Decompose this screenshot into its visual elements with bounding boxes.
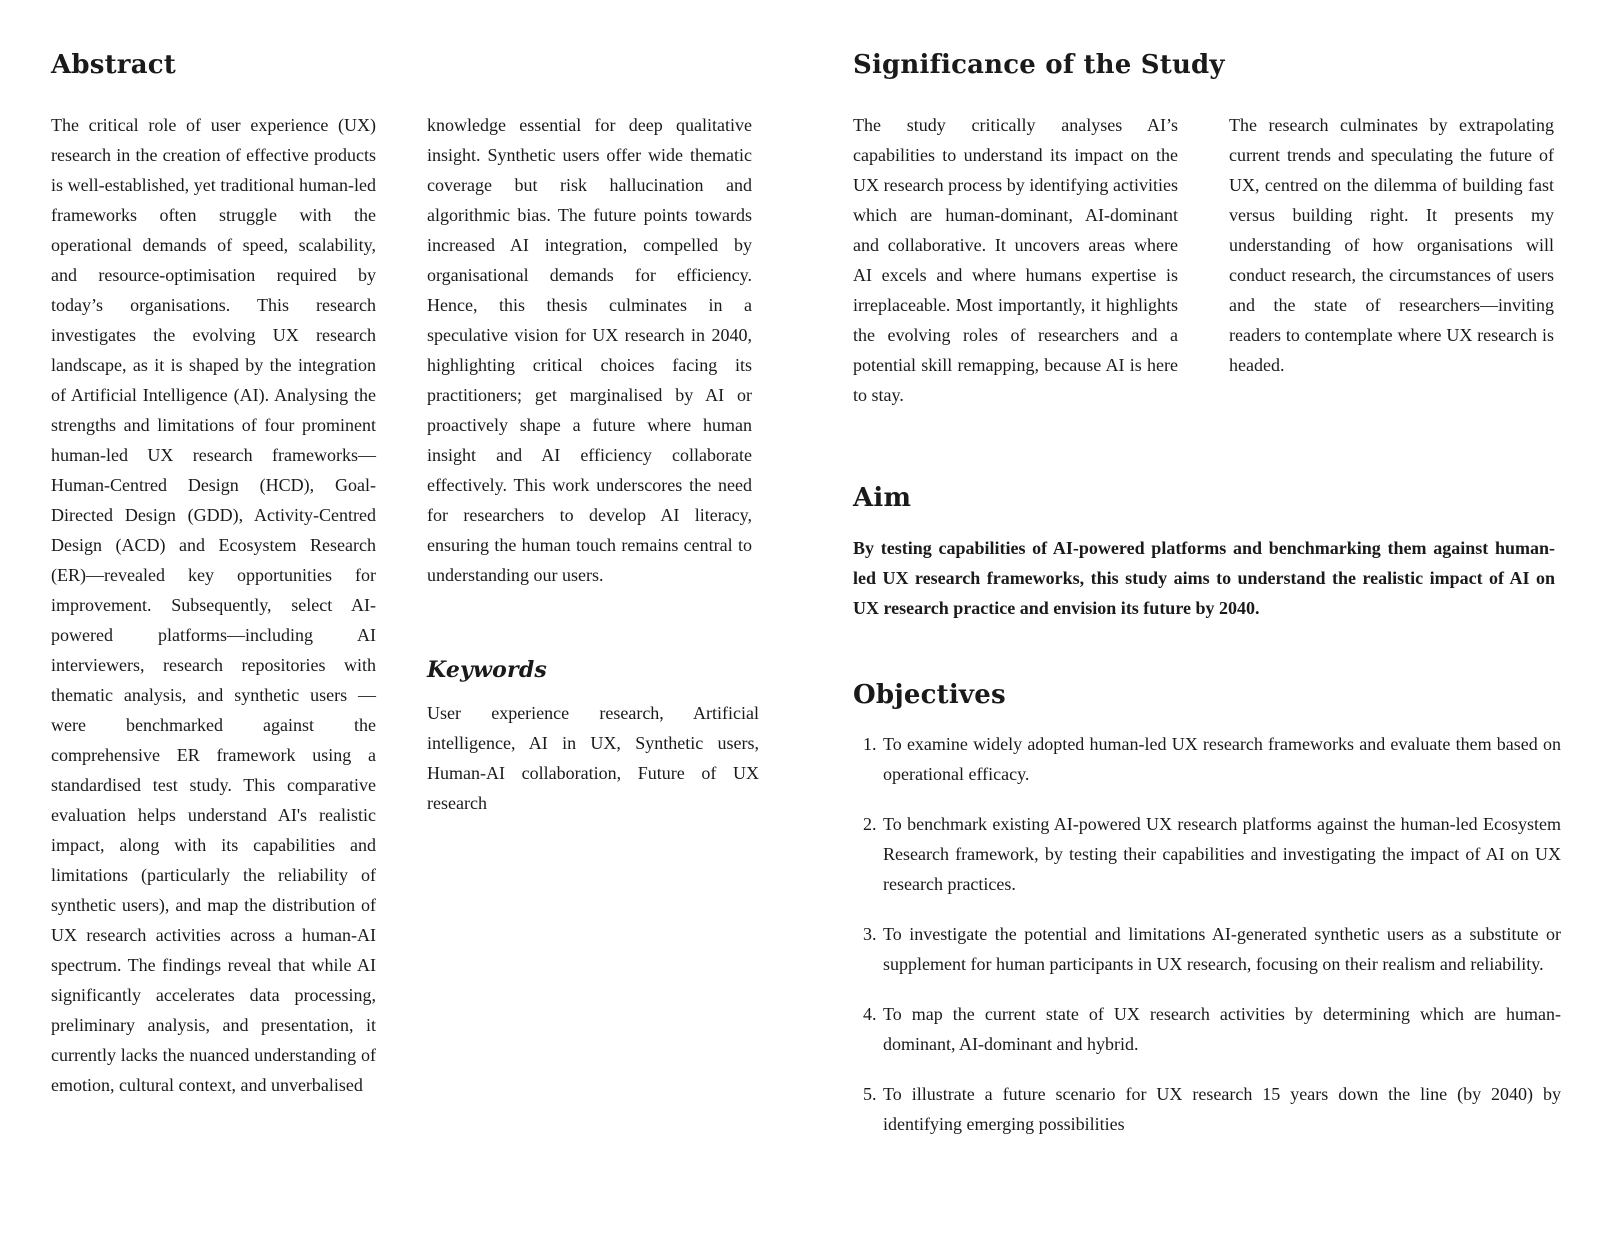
abstract-heading: Abstract [51,50,176,80]
objective-item: 1. To examine widely adopted human-led UX research frameworks and evaluate them based on operational efficacy. [881,729,1561,789]
significance-column-2: The research culminates by extrapolating current trends and speculating the future of UX, centred on the dilemma of building fast versus building right. It presents my understanding of how organisations will conduct research, the circumstances of users and the state of researchers—inviting readers to contemplate where UX research is headed. [1229,115,1554,375]
keywords-text: User experience research, Artificial intelligence, AI in UX, Synthetic users, Human-AI collaboration, Future of UX research [427,703,759,813]
objectives-heading: Objectives [853,680,1006,710]
keywords-heading: Keywords [427,657,547,683]
aim-heading: Aim [853,483,912,513]
abstract-column-2: knowledge essential for deep qualitative insight. Synthetic users offer wide thematic coverage but risk hallucination and algorithmic bias. The future points towards increased AI integration, compelled by organisational demands for efficiency. Hence, this thesis culminates in a speculative vision for UX research in 2040, highlighting critical choices facing its practitioners; get marginalised by AI or proactively shape a future where human insight and AI efficiency collaborate effectively. This work underscores the need for researchers to develop AI literacy, ensuring the human touch remains central to understanding our users. [427,115,752,585]
significance-heading: Significance of the Study [853,50,1225,80]
objective-item: 3. To investigate the potential and limitations AI-generated synthetic users as a substitute or supplement for human participants in UX research, focusing on their realism and reliability. [881,919,1561,979]
significance-column-1: The study critically analyses AI’s capabilities to understand its impact on the UX research process by identifying activities which are human-dominant, AI-dominant and collaborative. It uncovers areas where AI excels and where humans expertise is irreplaceable. Most importantly, it highlights the evolving roles of researchers and a potential skill remapping, because AI is here to stay. [853,115,1178,405]
abstract-column-1: The critical role of user experience (UX) research in the creation of effective products is well-established, yet traditional human-led frameworks often struggle with the operational demands of speed, scalability, and resource-optimisation required by today’s organisations. This research investigates the evolving UX research landscape, as it is shaped by the integration of Artificial Intelligence (AI). Analysing the strengths and limitations of four prominent human-led UX research frameworks—Human-Centred Design (HCD), Goal-Directed Design (GDD), Activity-Centred Design (ACD) and Ecosystem Research (ER)—revealed key opportunities for improvement. Subsequently, select AI-powered platforms—including AI interviewers, research repositories with thematic analysis, and synthetic users —were benchmarked against the comprehensive ER framework using a standardised test study. This comparative evaluation helps understand AI's realistic impact, along with its capabilities and limitations (particularly the reliability of synthetic users), and map the distribution of UX research activities across a human-AI spectrum. The findings reveal that while AI significantly accelerates data processing, preliminary analysis, and presentation, it currently lacks the nuanced understanding of emotion, cultural context, and unverbalised [51,115,376,1095]
objective-item: 2. To benchmark existing AI-powered UX research platforms against the human-led Ecosystem Research framework, by testing their capabilities and investigating the impact of AI on UX research practices. [881,809,1561,899]
objective-item: 5. To illustrate a future scenario for UX research 15 years down the line (by 2040) by identifying emerging possibilities [881,1079,1561,1139]
aim-text: By testing capabilities of AI-powered platforms and benchmarking them against human-led UX research frameworks, this study aims to understand the realistic impact of AI on UX research practice and envision its future by 2040. [853,538,1555,618]
objectives-list [853,729,1561,1159]
objective-item: 4. To map the current state of UX research activities by determining which are human-dominant, AI-dominant and hybrid. [881,999,1561,1059]
